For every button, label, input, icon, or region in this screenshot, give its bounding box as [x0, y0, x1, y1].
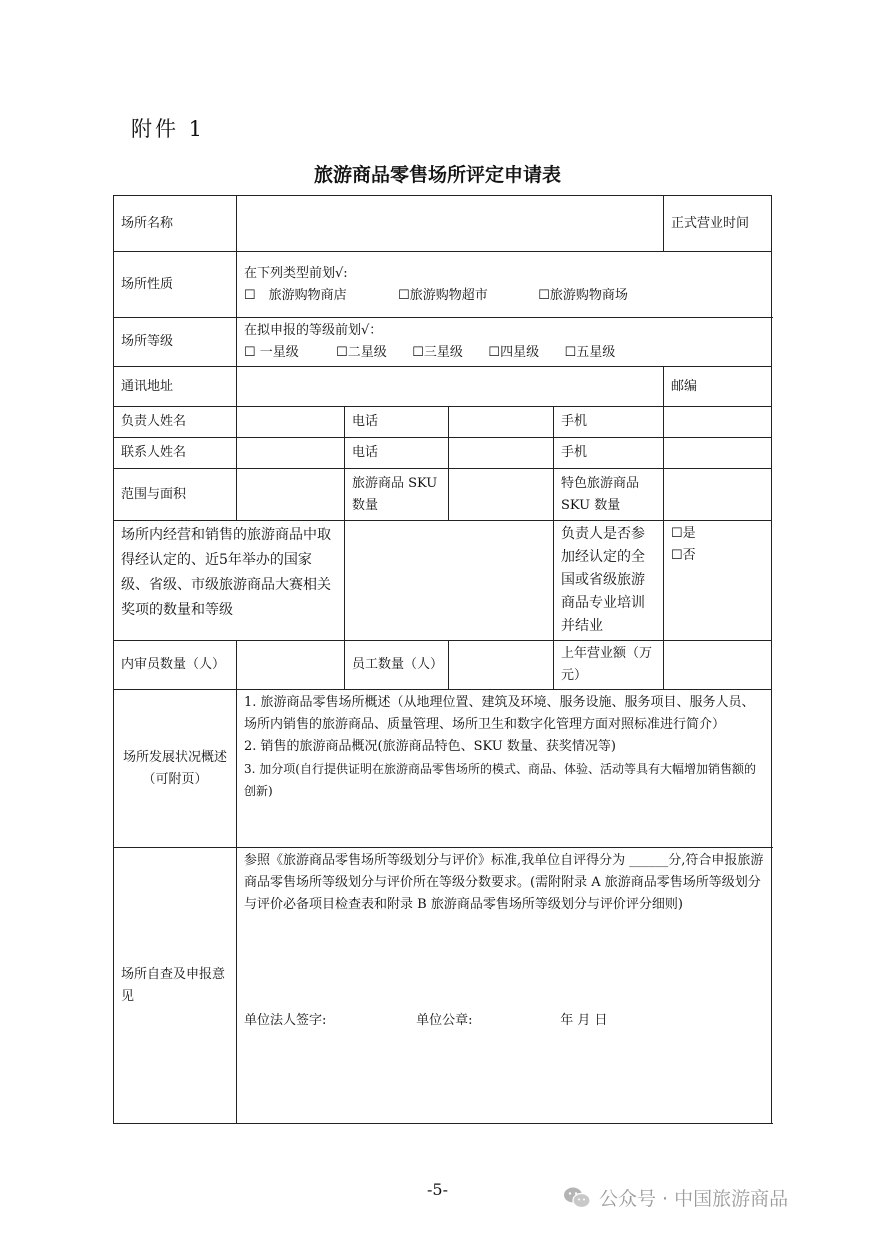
option-one-star[interactable]: ☐ 一星级 — [244, 345, 299, 360]
head-mobile-label: 手机 — [554, 407, 664, 438]
development-item-3: 3. 加分项(自行提供证明在旅游商品零售场所的模式、商品、体验、活动等具有大幅增加销售额的创新) — [244, 762, 756, 798]
place-nature-label: 场所性质 — [114, 252, 237, 318]
place-nature-field[interactable] — [237, 252, 772, 318]
option-two-star[interactable]: ☐二星级 — [336, 345, 387, 360]
date-label: 年 月 日 — [560, 1013, 608, 1028]
grade-prompt: 在拟申报的等级前划√： — [244, 323, 383, 338]
place-grade-label: 场所等级 — [114, 318, 237, 367]
postcode-label: 邮编 — [664, 367, 772, 407]
contact-name-label: 联系人姓名 — [114, 438, 237, 469]
contact-name-field[interactable] — [237, 438, 345, 469]
address-label: 通讯地址 — [114, 367, 237, 407]
special-sku-field[interactable] — [664, 469, 772, 521]
option-four-star[interactable]: ☐四星级 — [488, 345, 540, 360]
head-name-field[interactable] — [237, 407, 345, 438]
revenue-label: 上年营业额（万元） — [554, 641, 664, 690]
nature-prompt: 在下列类型前划√: — [244, 265, 348, 281]
option-tourist-supermarket[interactable]: ☐旅游购物超市 — [398, 287, 488, 303]
option-five-star[interactable]: ☐五星级 — [564, 345, 616, 360]
awards-label: 场所内经营和销售的旅游商品中取得经认定的、近5年举办的国家级、省级、市级旅游商品大赛相关奖项的数量和等级 — [114, 521, 345, 641]
awards-field[interactable] — [345, 521, 554, 641]
development-label: 场所发展状况概述（可附页） — [114, 690, 237, 848]
attachment-label: 附件 1 — [131, 117, 206, 141]
staff-label: 员工数量（人） — [345, 641, 449, 690]
development-field[interactable] — [237, 690, 772, 848]
special-sku-label: 特色旅游商品 SKU 数量 — [554, 469, 664, 521]
page-number: -5- — [427, 1180, 448, 1199]
application-form — [113, 195, 772, 1124]
watermark — [563, 1184, 788, 1211]
place-name-label: 场所名称 — [114, 196, 237, 252]
watermark-text: 公众号 · 中国旅游商品 — [599, 1188, 789, 1210]
opening-time-label: 正式营业时间 — [664, 196, 772, 252]
address-field[interactable] — [237, 367, 664, 407]
wechat-icon — [563, 1186, 591, 1210]
development-item-2: 2. 销售的旅游商品概况(旅游商品特色、SKU 数量、获奖情况等) — [244, 739, 616, 754]
head-name-label: 负责人姓名 — [114, 407, 237, 438]
seal-label: 单位公章: — [416, 1013, 473, 1028]
self-check-text: 参照《旅游商品零售场所等级划分与评价》标准,我单位自评得分为 ______分,符合申报旅游商品零售场所等级划分与评价所在等级分数要求。(需附附录 A 旅游商品零售场所等级划分与评价必备项目检查表和附录 B 旅游商品零售场所等级划分与评价评分细则) — [244, 853, 764, 912]
self-check-field[interactable] — [237, 848, 772, 1124]
training-yes[interactable]: ☐是 — [671, 526, 696, 541]
scope-area-field[interactable] — [237, 469, 345, 521]
development-item-1: 1. 旅游商品零售场所概述（从地理位置、建筑及环境、服务设施、服务项目、服务人员、场所内销售的旅游商品、质量管理、场所卫生和数字化管理方面对照标准进行简介） — [244, 695, 755, 732]
training-field[interactable] — [664, 521, 772, 641]
option-tourist-mall[interactable]: ☐旅游购物商场 — [538, 287, 628, 303]
head-phone-label: 电话 — [345, 407, 449, 438]
contact-mobile-field[interactable] — [664, 438, 772, 469]
place-grade-field[interactable] — [237, 318, 772, 367]
option-three-star[interactable]: ☐三星级 — [412, 345, 463, 360]
contact-phone-field[interactable] — [449, 438, 554, 469]
staff-field[interactable] — [449, 641, 554, 690]
option-tourist-shop[interactable]: ☐ 旅游购物商店 — [244, 287, 347, 303]
auditors-field[interactable] — [237, 641, 345, 690]
auditors-label: 内审员数量（人） — [114, 641, 237, 690]
contact-mobile-label: 手机 — [554, 438, 664, 469]
head-phone-field[interactable] — [449, 407, 554, 438]
legal-signature-label: 单位法人签字: — [244, 1013, 327, 1028]
sku-count-label: 旅游商品 SKU 数量 — [345, 469, 449, 521]
contact-phone-label: 电话 — [345, 438, 449, 469]
training-no[interactable]: ☐否 — [671, 548, 696, 563]
form-title: 旅游商品零售场所评定申请表 — [313, 164, 561, 186]
head-mobile-field[interactable] — [664, 407, 772, 438]
training-label: 负责人是否参加经认定的全国或省级旅游商品专业培训并结业 — [554, 521, 664, 641]
place-name-field[interactable] — [237, 196, 664, 252]
self-check-label: 场所自查及申报意见 — [114, 848, 237, 1124]
sku-count-field[interactable] — [449, 469, 554, 521]
scope-area-label: 范围与面积 — [114, 469, 237, 521]
revenue-field[interactable] — [664, 641, 772, 690]
